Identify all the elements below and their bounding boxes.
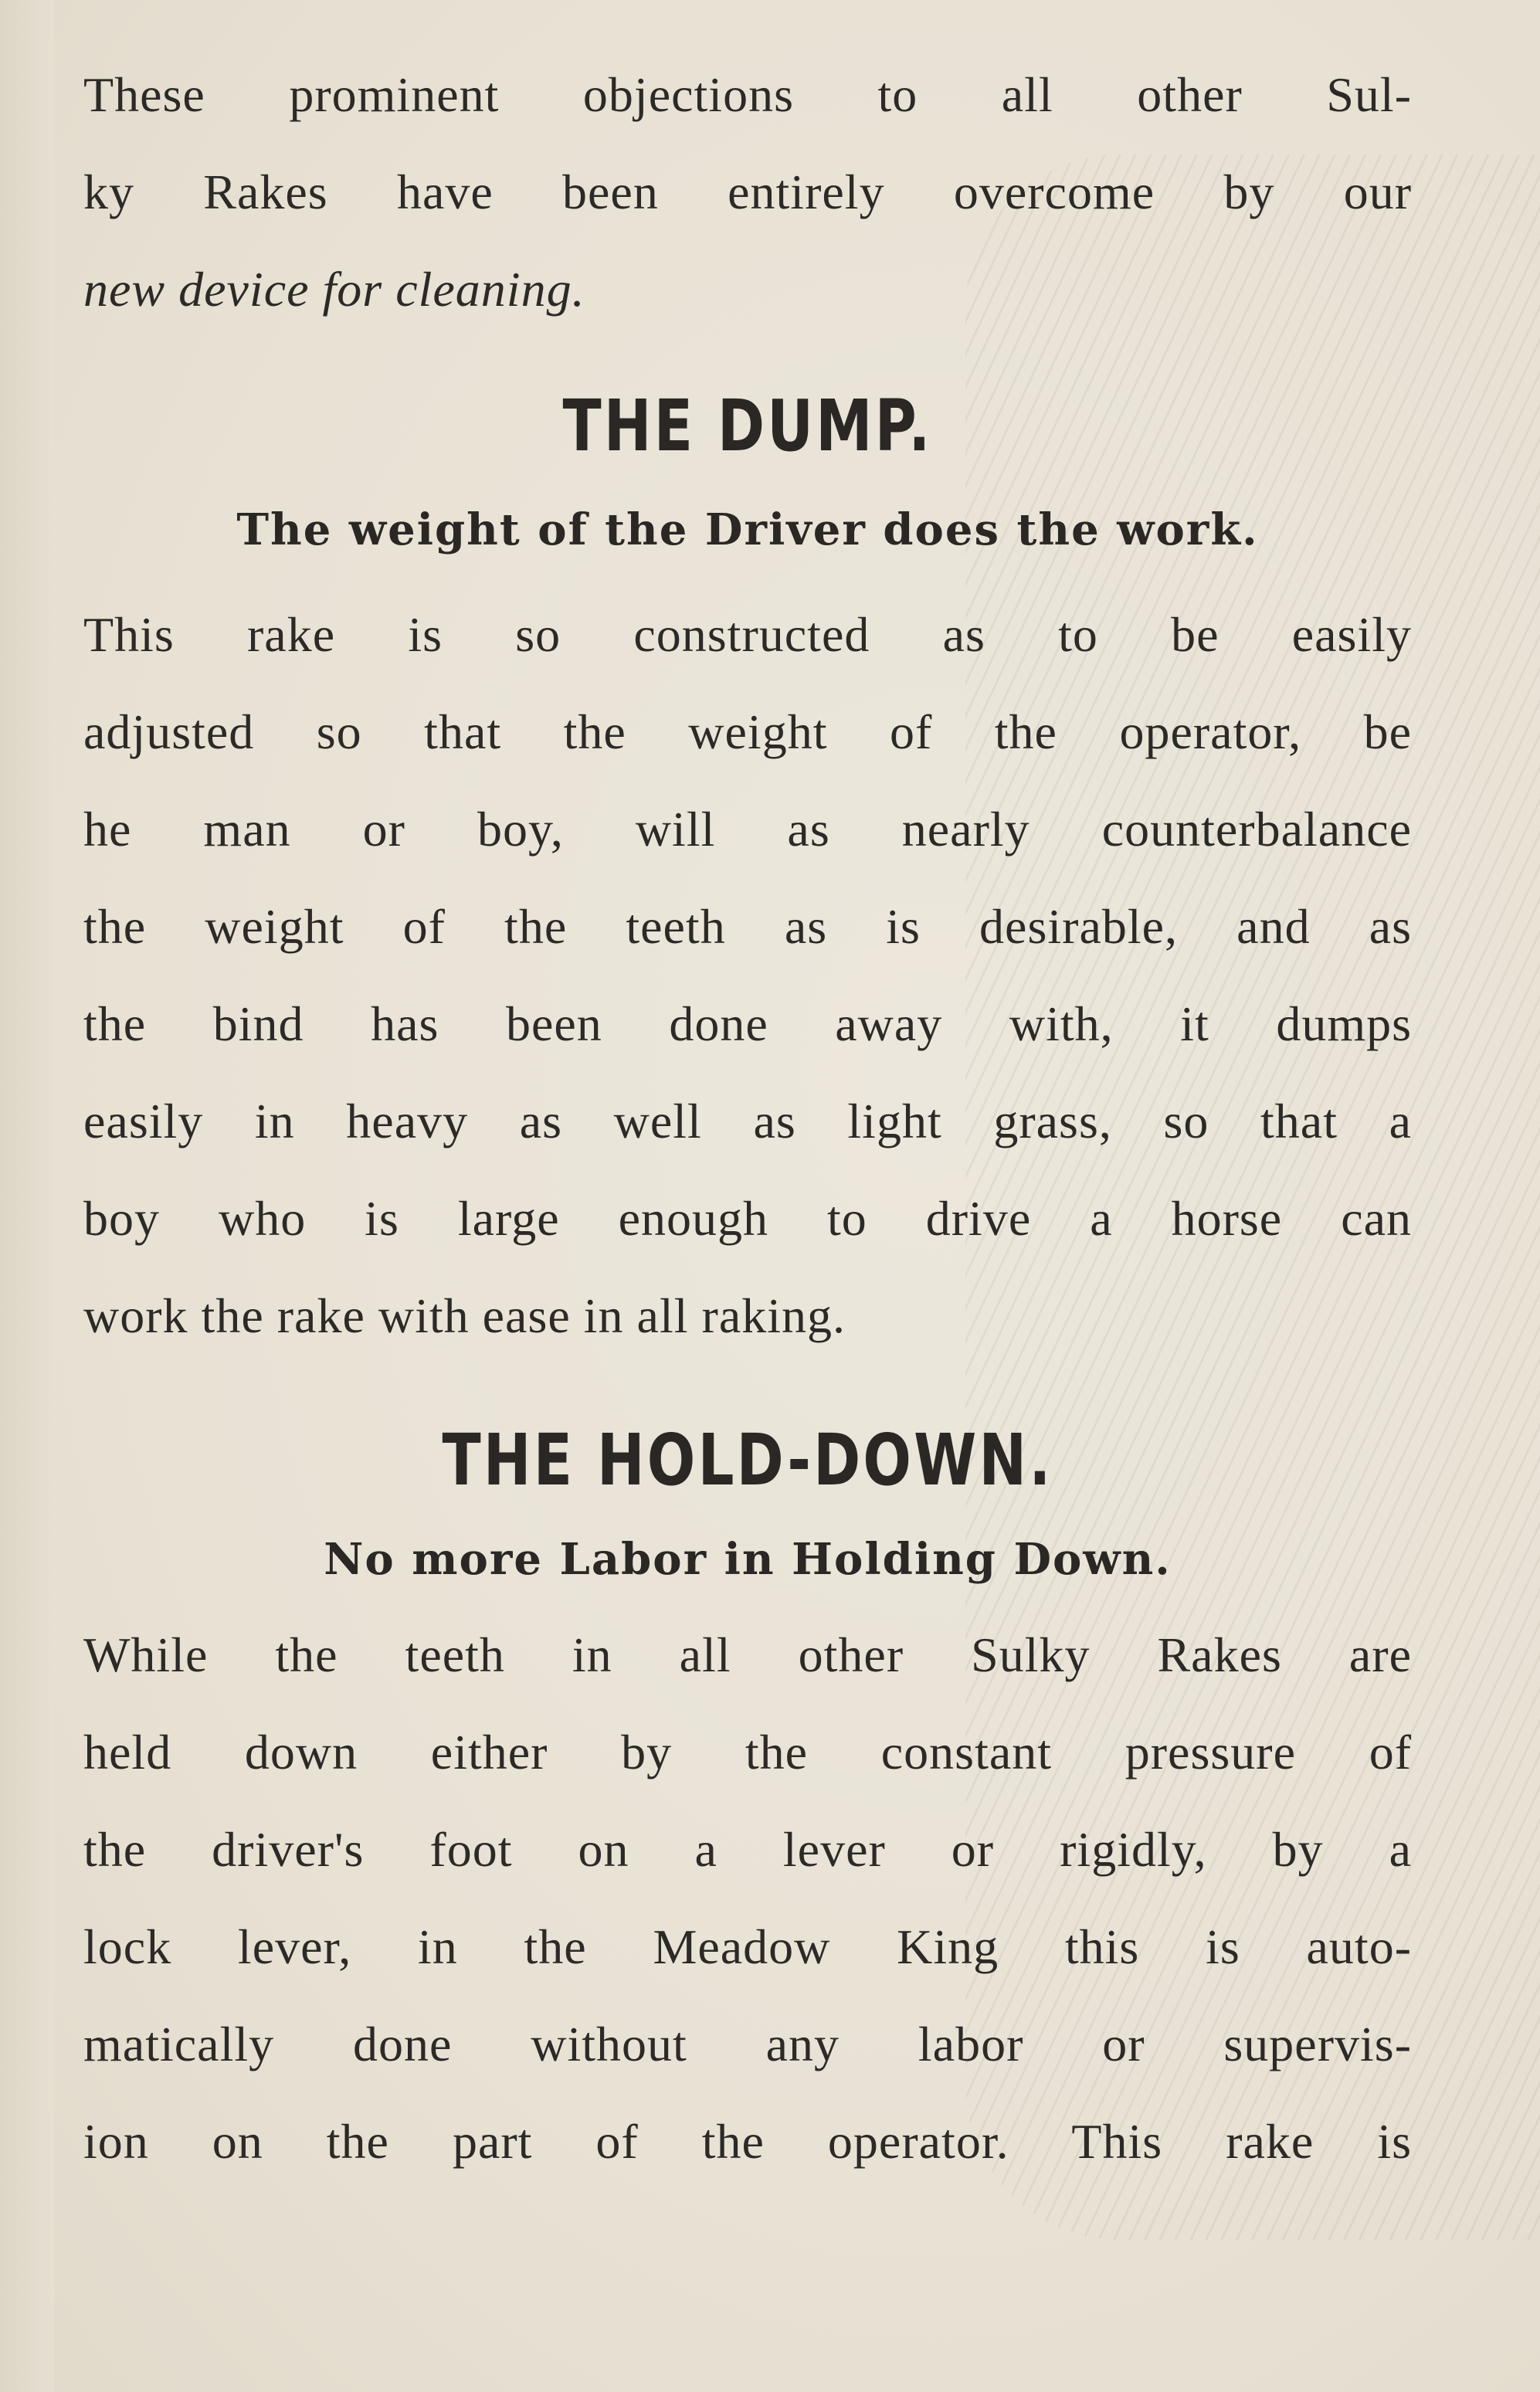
text-line: boy who is large enough to drive a horse can (83, 1191, 1412, 1246)
text-line: he man or boy, will as nearly counterbalance (83, 802, 1412, 857)
text-line: new device for cleaning. (83, 262, 585, 317)
text-column (83, 46, 1412, 2190)
paragraph-objections (83, 46, 1412, 338)
text-line: This rake is so constructed as to be easily (83, 607, 1412, 662)
section-subheading-hold-down: No more Labor in Holding Down. (324, 1534, 1172, 1585)
text-line: easily in heavy as well as light grass, so that a (83, 1094, 1412, 1148)
text-line: ky Rakes have been entirely overcome by our (83, 165, 1412, 219)
text-line: ion on the part of the operator. This rake is (83, 2114, 1412, 2169)
text-line: adjusted so that the weight of the operator, be (83, 704, 1412, 759)
section-heading-hold-down: THE HOLD-DOWN. (442, 1419, 1053, 1501)
text-line: held down either by the constant pressure of (83, 1725, 1412, 1780)
text-line: the weight of the teeth as is desirable, and as (83, 899, 1412, 954)
text-line: the bind has been done away with, it dumps (83, 996, 1412, 1051)
page-edge (0, 0, 54, 2392)
paragraph-dump (83, 586, 1412, 1365)
text-line: matically done without any labor or supervis- (83, 2017, 1412, 2071)
text-line: lock lever, in the Meadow King this is auto- (83, 1919, 1412, 1974)
text-line: While the teeth in all other Sulky Rakes are (83, 1627, 1412, 1682)
text-line: These prominent objections to all other Sul- (83, 67, 1412, 122)
paragraph-hold-down (83, 1607, 1412, 2190)
text-line: the driver's foot on a lever or rigidly, by a (83, 1822, 1412, 1877)
text-line: work the rake with ease in all raking. (83, 1288, 846, 1343)
section-heading-dump: THE DUMP. (562, 385, 933, 467)
section-subheading-dump: The weight of the Driver does the work. (236, 504, 1259, 555)
